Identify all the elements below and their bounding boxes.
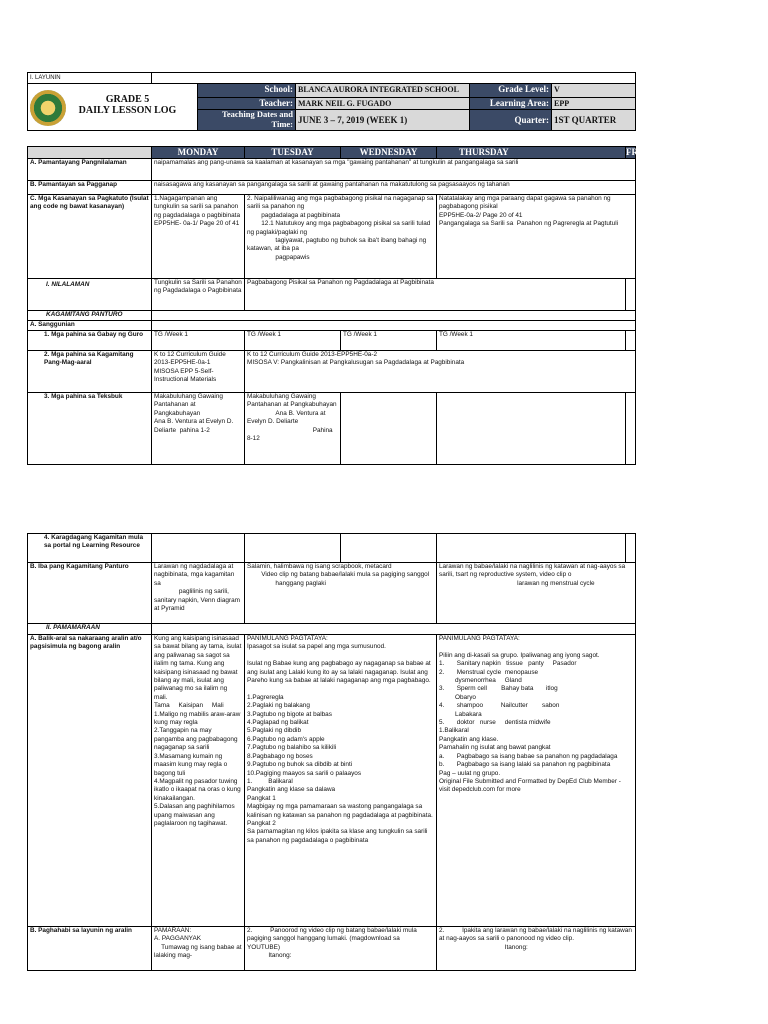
pamamaraan-label: II. PAMAMARAAN [28, 624, 152, 635]
iba-pang-monday: Larawan ng nagdadalaga at nagbibinata, mga kagamitan sa paglilinis ng sarili, sanitary napkin, Venn diagram at Pyramid [152, 563, 245, 624]
grade-title: GRADE 5 [105, 94, 150, 105]
iba-pang-tuesday: Salamin, halimbawa ng isang scrapbook, metacard Video clip ng batang babae/lalaki mula sa pagiging sanggol hanggang paglaki [245, 563, 437, 624]
kagamitang-mag-monday: K to 12 Curriculum Guide 2013-EPP5HE-0a-1 MISOSA EPP 5-Self-Instructional Materials [152, 351, 245, 393]
balik-aral-thursday: PANIMULANG PAGTATAYA: Piliin ang di-kasali sa grupo. Ipaliwanag ang iyong sagot. 1. Sanitary napkin tissue panty Pasador 2. Menstrual cycle menopause dysmenorrhea Gland 3. Sperm cell Bahay bata itlog Obaryo 4. shampoo Nailcutter sabon Labakara 5. doktor nurse dentista midwife 1.Balikaral Pangkatin ang klase. Pamahalin ng isulat ang bawat pangkat a. Pagbabago sa isang babae sa panahon ng pagdadalaga b. Pagbabago sa isang lalaki sa panahon ng pagbibinata Pag – uulat ng grupo. Original File Submitted and Formatted by DepEd Club Member - visit depedclub.com for more [437, 635, 636, 927]
kagamitang-mag-label: 2. Mga pahina sa Kagamitang Pang-Mag-aaral [28, 351, 152, 393]
quarter-label: Quarter: [470, 110, 552, 131]
teacher-value: MARK NEIL G. FUGADO [296, 98, 470, 110]
area-label: Learning Area: [470, 98, 552, 110]
iba-pang-thursday: Larawan ng babae/lalaki na naglilinis ng katawan at nag-aayos sa sarili, tsart ng reproductive system, video clip o larawan ng menstrual cycle [437, 563, 636, 624]
kasanayan-label: C. Mga Kasanayan sa Pagkatuto (Isulat ang code ng bawat kasanayan) [28, 195, 152, 279]
day-monday: MONDAY [152, 147, 245, 159]
grade-level-label: Grade Level: [470, 84, 552, 98]
tekstbuk-label: 3. Mga pahina sa Teksbuk [28, 393, 152, 465]
balik-aral-tuesday: PANIMULANG PAGTATAYA: Ipasagot sa isulat sa papel ang mga sumusunod. Isulat ng Babae kung ang pagbabago ay nagaganap sa babae at ang isulat ang Lalaki kung ito ay sa lalaki nagaganap. Isulat ang Pareho kung sa babae at lalaki nagaganap ang mga pagbabago. 1.Pagreregla 2.Paglaki ng balakang 3.Pagtubo ng bigote at balbas 4.Paglapad ng balikat 5.Paglaki ng dibdib 6.Pagtubo ng adam's apple 7.Pagtubo ng balahibo sa kilikili 8.Pagbabago ng boses 9.Pagtubo ng buhok sa dibdib at binti 10.Pagiging maayos sa sarili o palaayos 1. Balikaral Pangkatin ang klase sa dalawa Pangkat 1 Magbigay ng mga pamamaraan sa wastong pangangalaga sa kalinisan ng katawan sa panahon ng pagdadalaga at pagbibinata. Pangkat 2 Sa pamamagitan ng kilos ipakita sa klase ang tungkulin sa sarili sa panahon ng pagdadalaga o pagbibinata [245, 635, 437, 927]
paghahabi-monday: PAMARAAN: A. PAGGANYAK Tumawag ng isang babae at lalaking mag- [152, 927, 245, 971]
gabay-thursday: TG /Week 1 [437, 331, 626, 351]
gabay-monday: TG /Week 1 [152, 331, 245, 351]
karagdagan-label: 4. Karagdagang Kagamitan mula sa portal ng Learning Resource [28, 534, 152, 563]
day-friday: FRIDAY [626, 147, 661, 157]
objectives-label: I. LAYUNIN [28, 73, 152, 84]
school-label: School: [198, 84, 296, 98]
day-thursday: THURSDAY [437, 147, 626, 159]
paghahabi-label: B. Paghahabi sa layunin ng aralin [28, 927, 152, 971]
day-wednesday: WEDNESDAY [341, 147, 437, 159]
balik-aral-label: A. Balik-aral sa nakaraang aralin at/o pagsisimula ng bagong aralin [28, 635, 152, 927]
tekstbuk-tuesday: Makabuluhang Gawaing Pantahanan at Pangkabuhayan Ana B. Ventura at Evelyn D. Deliarte Pahina 8-12 [245, 393, 341, 465]
nilalaman-tuesday: Pagbabagong Pisikal sa Panahon ng Pagdadalaga at Pagbibinata [245, 279, 626, 311]
school-value: BLANCA AURORA INTEGRATED SCHOOL [296, 84, 470, 98]
grade-level-value: V [552, 84, 636, 98]
teacher-label: Teacher: [198, 98, 296, 110]
paghahabi-thursday: 2. Ipakita ang larawan ng babae/lalaki na naglilinis ng katawan at nag-aayos sa sarili o panonood ng video clip. Itanong: [437, 927, 636, 971]
nilalaman-monday: Tungkulin sa Sarili sa Panahon ng Pagdadalaga o Pagbibinata [152, 279, 245, 311]
log-title: DAILY LESSON LOG [78, 105, 177, 116]
tekstbuk-monday: Makabuluhang Gawaing Pantahanan at Pangkabuhayan Ana B. Ventura at Evelyn D. Deliarte pahina 1-2 [152, 393, 245, 465]
pamantayang-text: naipamamalas ang pang-unawa sa kaalaman at kasanayan sa mga "gawaing pantahanan" at tungkulin at pangangalaga sa sarili [152, 159, 636, 181]
gabay-wednesday: TG /Week 1 [341, 331, 437, 351]
school-seal-icon [30, 90, 66, 126]
paghahabi-tuesday: 2. Panoorod ng video clip ng batang babae/lalaki mula pagiging sanggol hanggang lumaki. (magdownload sa YOUTUBE) Itanong: [245, 927, 437, 971]
sanggunian-label: A. Sanggunian [28, 321, 152, 331]
quarter-value: 1ST QUARTER [552, 110, 636, 131]
header-table [27, 72, 636, 131]
kasanayan-monday: 1.Nagagampanan ang tungkulin sa sarili sa panahon ng pagdadalaga o pagbibinata EPP5HE- 0a-1/ Page 20 of 41 [152, 195, 245, 279]
pamantayang-label: A. Pamantayang Pangnilalaman [28, 159, 152, 181]
lesson-table-page2 [27, 533, 636, 971]
balik-aral-monday: Kung ang kaisipang isinasaad sa bawat bilang ay tama, isulat ang paliwanag sa sagot sa ilalim ng tama. Kung ang kaisipang isinasaad ng bawat bilang ay mali, isulat ang paliwanag mo sa ilalim ng mali. Tama Kaisipan Mali 1.Maligo ng mabilis araw-araw kung may regla 2.Tanggapin na may pangamba ang pagbabagong nagaganap sa sarili 3.Masamang kumain ng maasim kung may regla o bagong tuli 4.Magpalit ng pasador tuwing ikatlo o ikaapat na oras o kung kinakailangan. 5.Dalasan ang paghihilamos upang maiwasan ang paglalaroon ng tagihawat. [152, 635, 245, 927]
pagganap-text: naisasagawa ang kasanayan sa pangangalaga sa sarili at gawaing pantahanan na makatutulong sa pagsasaayos ng tahanan [152, 181, 636, 195]
kagamitan-label: KAGAMITANG PANTURO [28, 311, 152, 321]
gabay-label: 1. Mga pahina sa Gabay ng Guro [28, 331, 152, 351]
gabay-tuesday: TG /Week 1 [245, 331, 341, 351]
iba-pang-label: B. Iba pang Kagamitang Panturo [28, 563, 152, 624]
kasanayan-thursday: Natatalakay ang mga paraang dapat gagawa sa panahon ng pagbabagong pisikal EPP5HE-0a-2/ Page 20 of 41 Pangangalaga sa Sarili sa Panahon ng Pagreregla at Pagtutuli [437, 195, 636, 279]
pagganap-label: B. Pamantayan sa Pagganap [28, 181, 152, 195]
dates-value: JUNE 3 – 7, 2019 (WEEK 1) [296, 110, 470, 131]
area-value: EPP [552, 98, 636, 110]
dates-label: Teaching Dates and Time: [198, 110, 296, 131]
lesson-table-page1 [27, 146, 661, 465]
kasanayan-tuesday: 2. Naipaliliwanag ang mga pagbabagong pisikal na nagaganap sa sarili sa panahon ng pagdadalaga at pagbibinata 12.1 Natutukoy ang mga pagbabagong pisikal sa sarili tulad ng paglaki/paglaki ng tagiyawat, pagtubo ng buhok sa iba't ibang bahagi ng katawan, at iba pa pagpapawis [245, 195, 437, 279]
day-tuesday: TUESDAY [245, 147, 341, 159]
nilalaman-label: I. NILALAMAN [28, 279, 152, 311]
kagamitang-mag-rest: K to 12 Curriculum Guide 2013-EPP5HE-0a-2 MISOSA V: Pangkalinisan at Pangkalusugan sa Pagdadalaga at Pagbibinata [245, 351, 636, 393]
